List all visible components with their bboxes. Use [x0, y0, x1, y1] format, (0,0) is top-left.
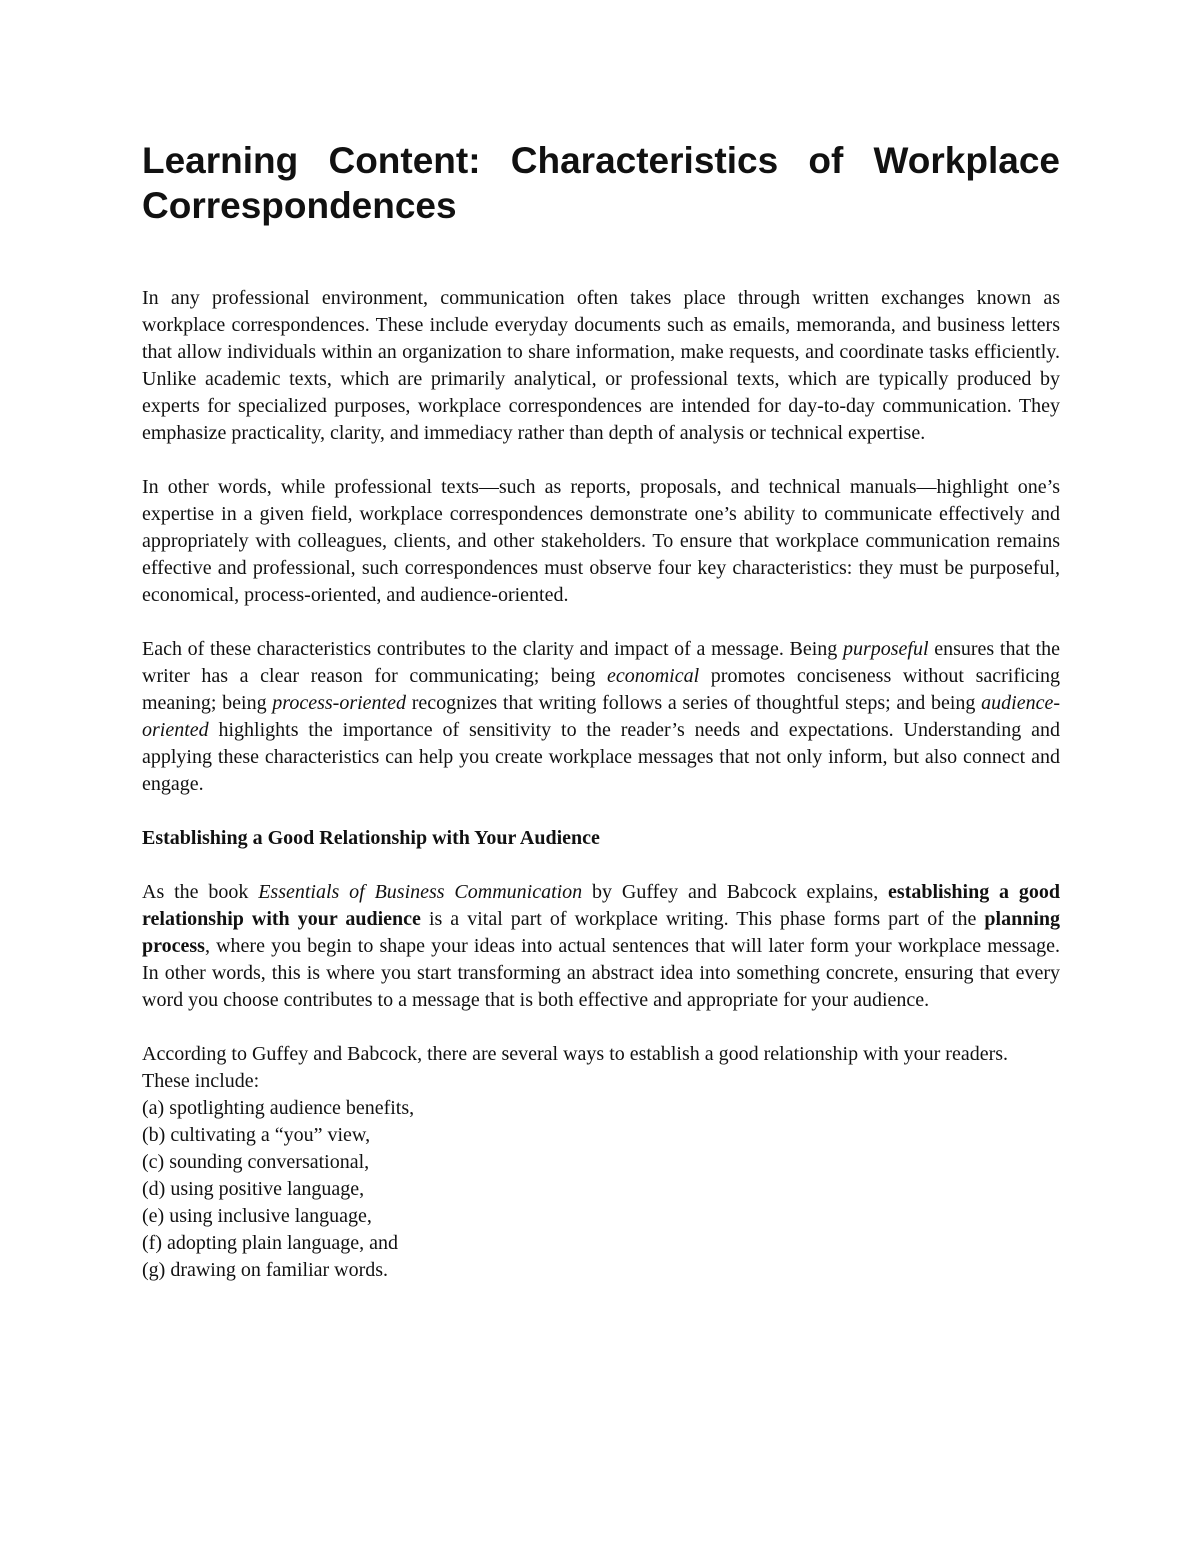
text-run: recognizes that writing follows a series of thoughtful steps; and being [405, 692, 982, 714]
list-item: (c) sounding conversational, [142, 1151, 370, 1173]
book-title: Essentials of Business Communication [258, 881, 583, 903]
list-item: (f) adopting plain language, and [142, 1232, 399, 1254]
bold-establishing-relationship: establishing a good relationship with your audience [142, 881, 1061, 930]
list-item: (b) cultivating a “you” view, [142, 1124, 371, 1146]
paragraph-ways-intro: According to Guffey and Babcock, there are several ways to establish a good relationship with your readers. These include: [142, 1043, 1009, 1092]
text-run: highlights the importance of sensitivity to the reader’s needs and expectations. Understanding and applying these characteristics can help you create workplace messages that not only inform, but also connect and engage. [142, 719, 1060, 795]
text-run: by Guffey and Babcock explains, [582, 881, 889, 903]
ways-list [142, 1095, 1060, 1284]
document-page [142, 138, 1060, 1284]
bold-planning-process: planning process [142, 908, 1060, 957]
list-item: (e) using inclusive language, [142, 1205, 372, 1227]
text-run: , where you begin to shape your ideas into actual sentences that will later form your workplace message. In other words, this is where you start transforming an abstract idea into something concrete, ensuring that every word you choose contributes to a message that is both effective and appropriate for your audience. [142, 935, 1060, 1011]
text-run: is a vital part of workplace writing. This phase forms part of the [420, 908, 985, 930]
paragraph-characteristics [142, 636, 1060, 798]
list-item: (a) spotlighting audience benefits, [142, 1097, 415, 1119]
list-item: (d) using positive language, [142, 1178, 365, 1200]
paragraph-intro: In any professional environment, communication often takes place through written exchanges known as workplace correspondences. These include everyday documents such as emails, memoranda, and business letters that allow individuals within an organization to share information, make requests, and coordinate tasks efficiently. Unlike academic texts, which are primarily analytical, or professional texts, which are typically produced by experts for specialized purposes, workplace correspondences are intended for day-to-day communication. They emphasize practicality, clarity, and immediacy rather than depth of analysis or technical expertise. [142, 287, 1060, 444]
text-run: promotes conciseness without sacrificing meaning; being [142, 665, 1060, 714]
section-heading: Establishing a Good Relationship with Your Audience [142, 827, 600, 849]
paragraph-guffey-babcock [142, 879, 1060, 1014]
paragraph-other-words: In other words, while professional texts—such as reports, proposals, and technical manuals—highlight one’s expertise in a given field, workplace correspondences demonstrate one’s ability to communicate effectively and appropriately with colleagues, clients, and other stakeholders. To ensure that workplace communication remains effective and professional, such correspondences must observe four key characteristics: they must be purposeful, economical, process-oriented, and audience-oriented. [142, 476, 1060, 606]
emphasis-economical: economical [606, 665, 700, 687]
text-run: As the book [142, 881, 259, 903]
emphasis-process-oriented: process-oriented [272, 692, 406, 714]
emphasis-purposeful: purposeful [842, 638, 929, 660]
emphasis-audience-oriented: audience-oriented [142, 692, 1060, 741]
list-item: (g) drawing on familiar words. [142, 1259, 389, 1281]
text-run: ensures that the writer has a clear reason for communicating; being [142, 638, 1061, 687]
text-run: Each of these characteristics contributes to the clarity and impact of a message. Being [142, 638, 843, 660]
page-title: Learning Content: Characteristics of Workplace Correspondences [142, 140, 1060, 226]
